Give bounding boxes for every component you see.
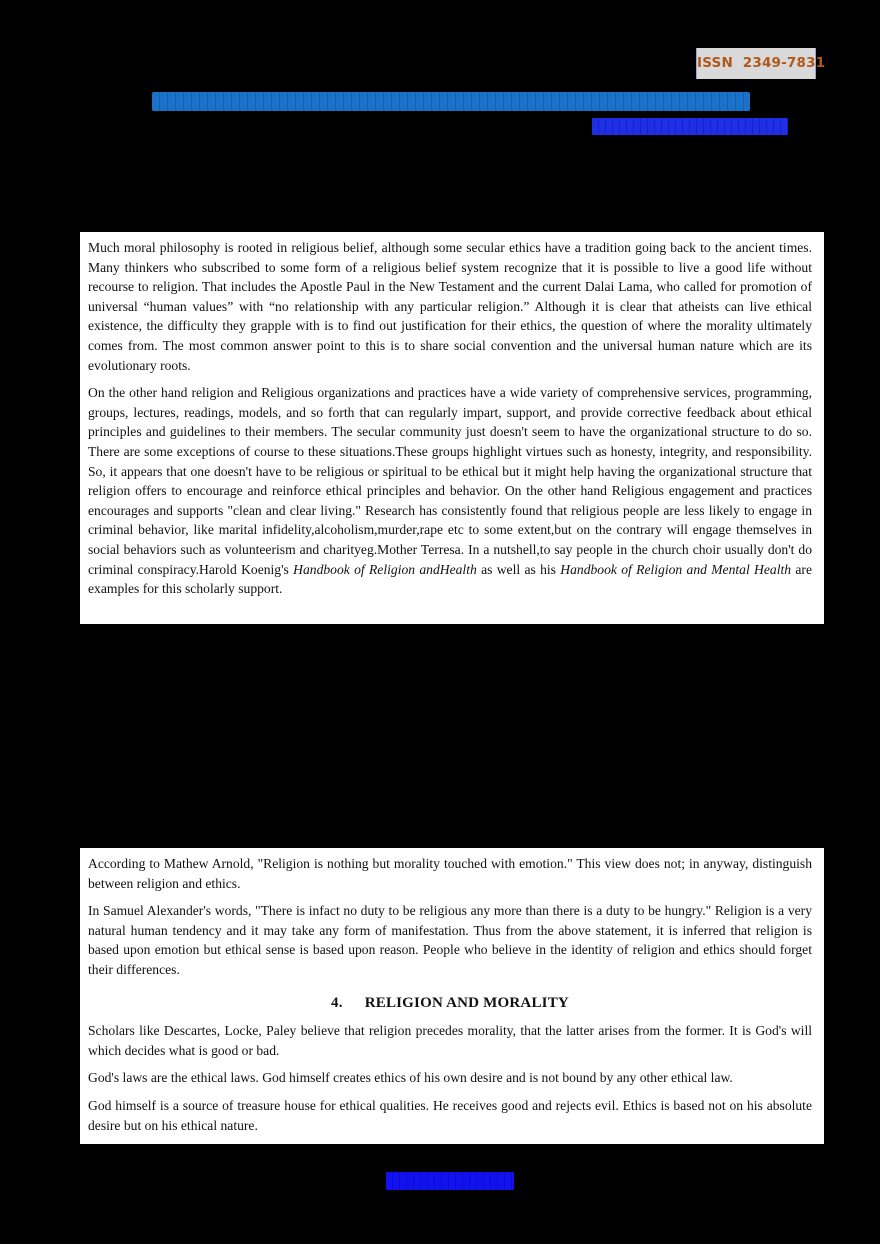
- paragraph-text: On the other hand religion and Religious organizations and practices have a wide variety of comprehensive services, programming, groups, lectures, readings, models, and so forth that can regularly impart, support, and provide corrective feedback about ethical principles and guidelines to their members. The secular community just doesn't seem to have the organizational structure to do so. There are some exceptions of course to these situations.These groups highlight virtues such as honesty, integrity, and responsibility. So, it appears that one doesn't have to be religious or spiritual to be ethical but it might help having the organizational structure that religion offers to encourage and reinforce ethical principles and behavior. On the other hand Religious engagement and practices encourages and supports "clean and clear living." Research has consistently found that religious people are less likely to engage in criminal behavior, like marital infidelity,alcoholism,murder,rape etc to some extent,but on the contrary will engage themselves in social behaviors such as volunteerism and charityeg.Mother Terresa. In a nutshell,to say people in the church choir usually don't do criminal conspiracy.Harold Koenig's: [88, 385, 812, 577]
- paragraph-gods-laws: God's laws are the ethical laws. God himself creates ethics of his own desire and is not bound by any other ethical law.: [88, 1070, 733, 1086]
- paragraph-text: as well as his: [476, 561, 561, 577]
- paragraph-samuel-alexander: In Samuel Alexander's words, "There is infact no duty to be religious any more than there is a duty to be hungry." Religion is a very natural human tendency and it may take any form of manifestation. Thus from the above statement, it is inferred that religion is based upon emotion but ethical sense is based upon reason. People who believe in the identity of religion and ethics should forget their differences.: [88, 903, 812, 977]
- book-title-religion-mental-health: Handbook of Religion and Mental Health: [560, 561, 792, 577]
- content-block-2: [80, 848, 824, 1144]
- paragraph-text: are examples for this scholarly support.: [88, 561, 812, 597]
- book-title-religion-health: Handbook of Religion andHealth: [293, 561, 477, 577]
- section-number: 4.: [331, 994, 343, 1011]
- content-block-1: [80, 232, 824, 624]
- paragraph-secular-ethics: Much moral philosophy is rooted in religious belief, although some secular ethics have a tradition going back to the ancient times. Many thinkers who subscribed to some form of a religious belief system recognize that it is possible to live a good life without recourse to religion. That includes the Apostle Paul in the New Testament and the current Dalai Lama, who called for promotion of universal “human values” with “no relationship with any particular religion.” Although it is clear that atheists can live ethical existence, the difficulty they grapple with is to find out justification for their ethics, the question of where the morality ultimately comes from. The most common answer point to this is to share social convention and the universal human nature which are its evolutionary roots.: [88, 240, 812, 373]
- page-link-redacted[interactable]: [386, 1172, 514, 1190]
- paragraph-religious-organizations: [88, 383, 812, 599]
- section-title: RELIGION AND MORALITY: [364, 994, 569, 1011]
- journal-title-redacted: [152, 92, 750, 111]
- paragraph-mathew-arnold: According to Mathew Arnold, "Religion is nothing but morality touched with emotion." This view does not; in anyway, distinguish between religion and ethics.: [88, 856, 812, 891]
- issn-badge: ISSN 2349-7831: [696, 48, 816, 79]
- journal-url-link-redacted[interactable]: [592, 118, 788, 135]
- section-heading: [88, 994, 812, 1014]
- paragraph-scholars: Scholars like Descartes, Locke, Paley believe that religion precedes morality, that the latter arises from the former. It is God's will which decides what is good or bad.: [88, 1023, 812, 1058]
- paragraph-treasure-house: God himself is a source of treasure house for ethical qualities. He receives good and rejects evil. Ethics is based not on his absolute desire but on his ethical nature.: [88, 1097, 812, 1133]
